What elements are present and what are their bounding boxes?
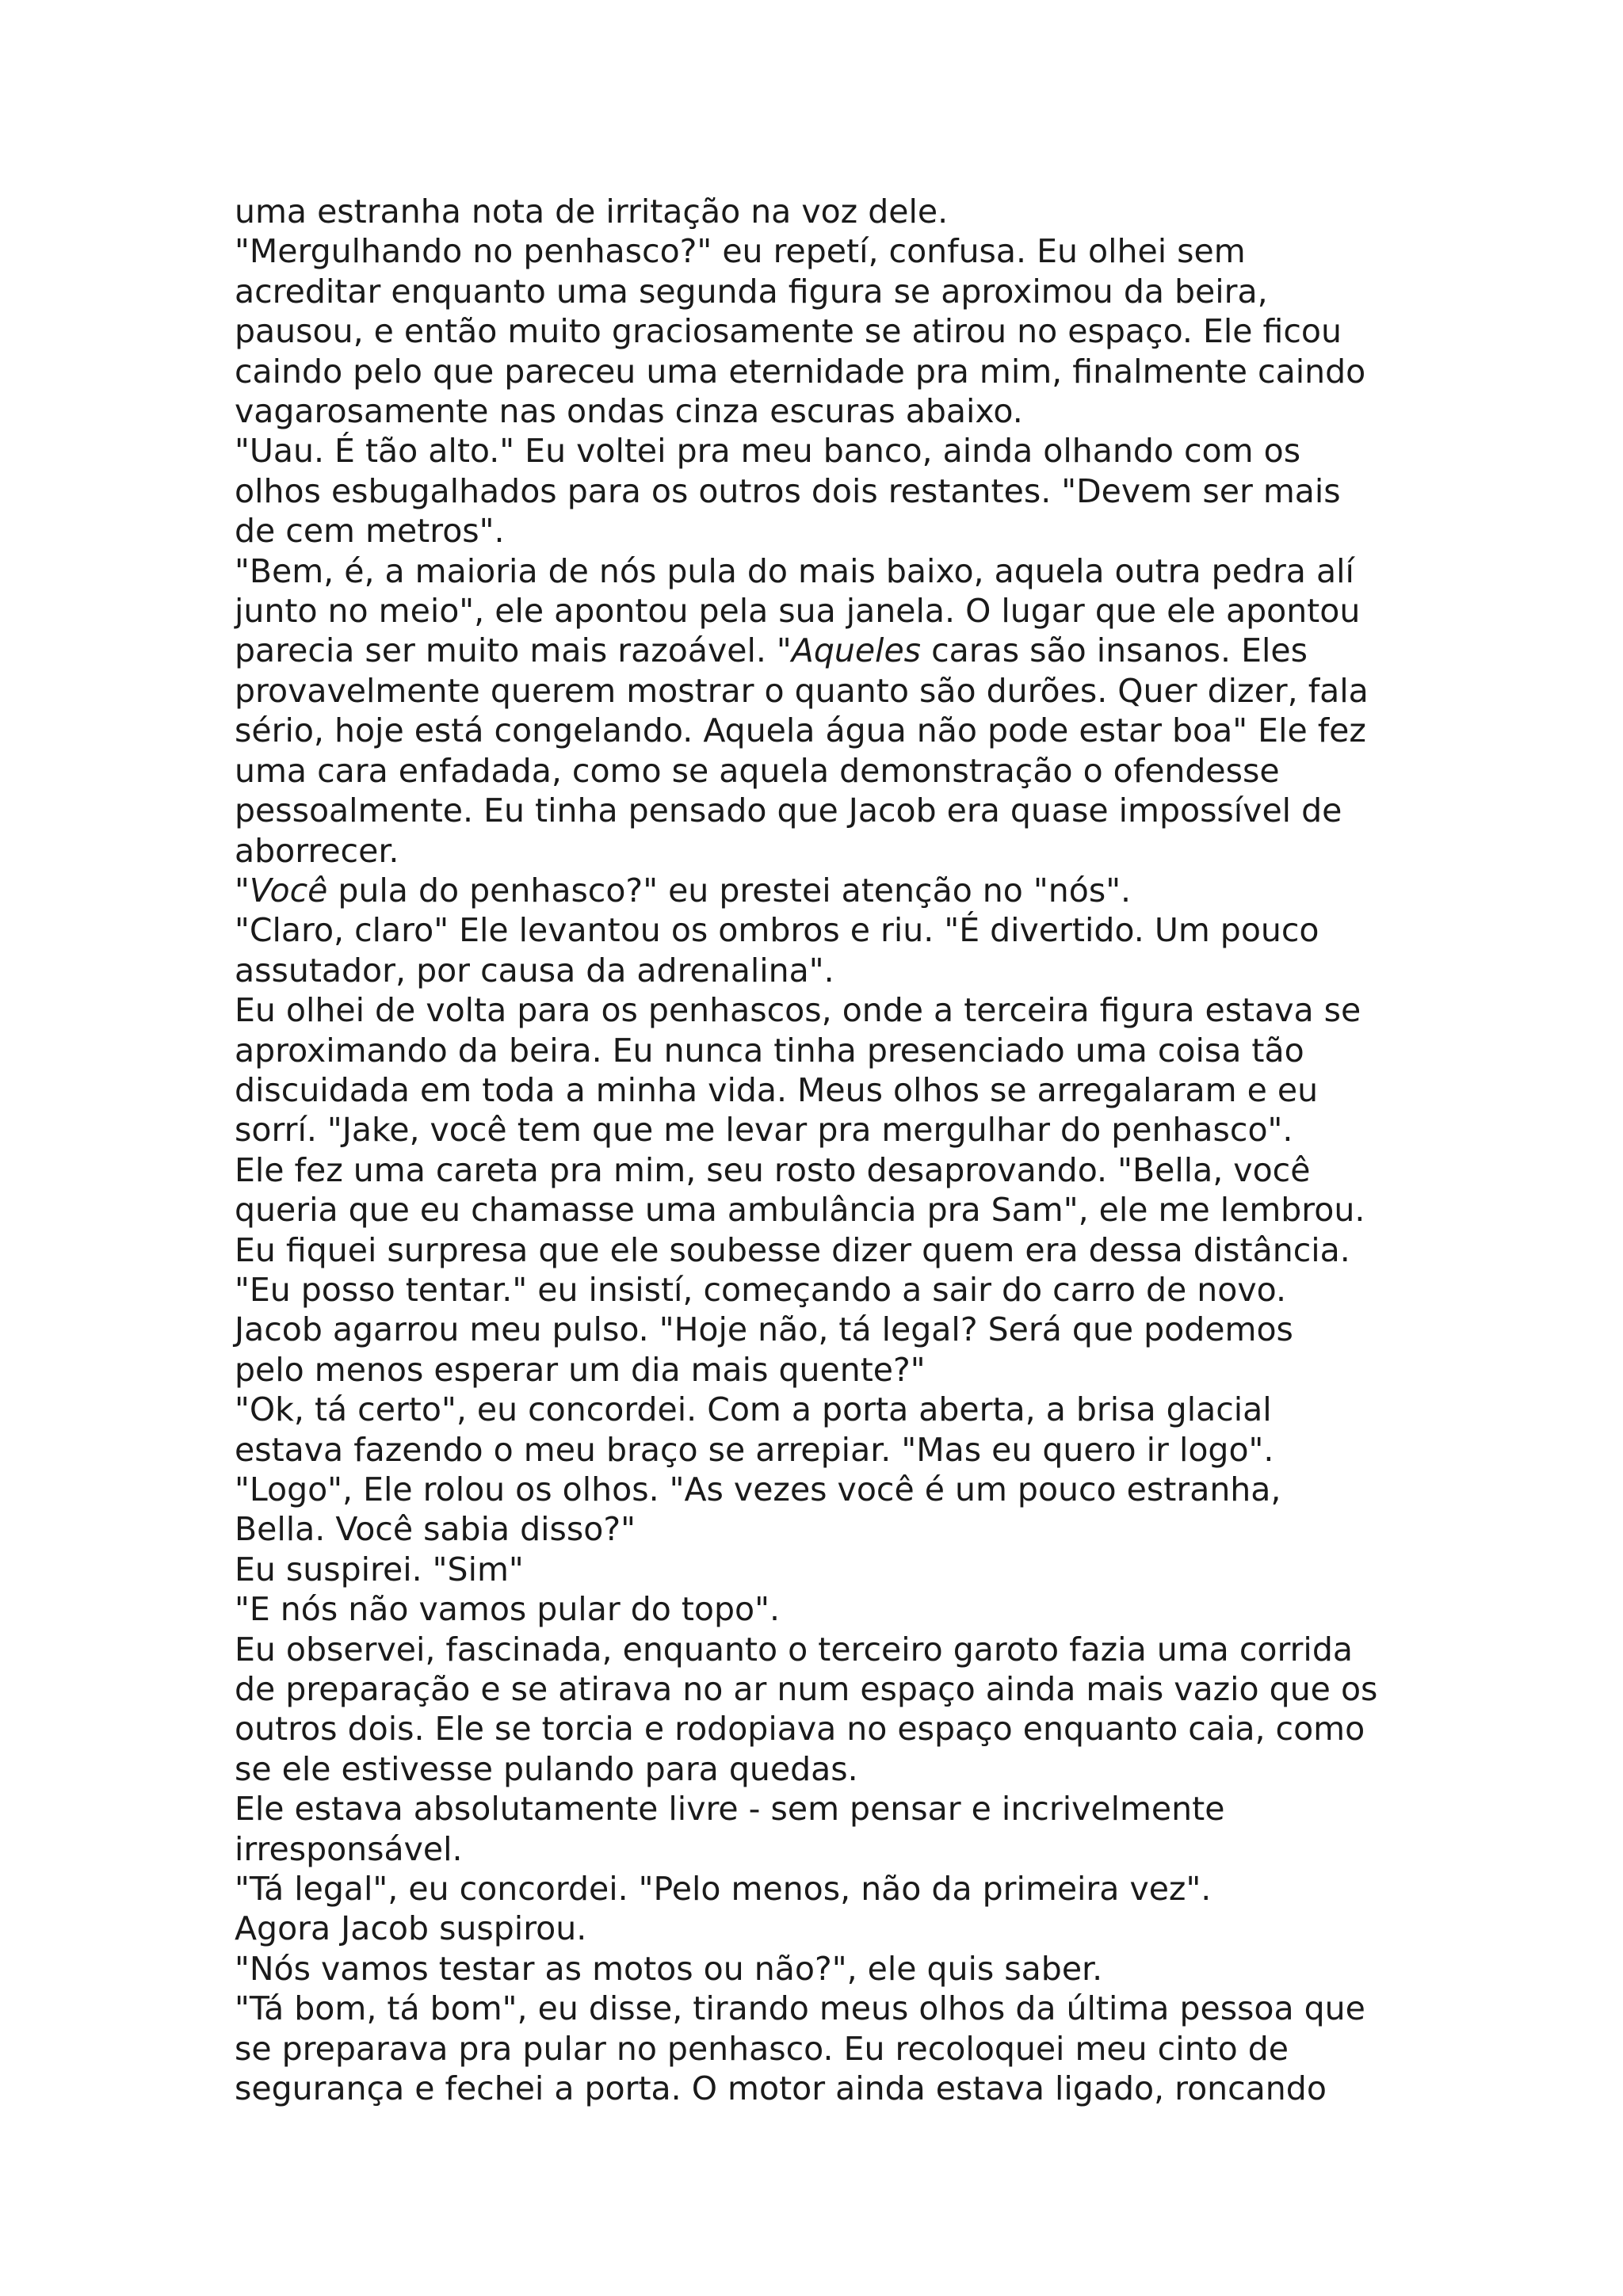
text-segment: "Nós vamos testar as motos ou não?", ele quis saber. [235,1949,1103,1988]
text-segment: Ele estava absolutamente livre - sem pensar e incrivelmente [235,1790,1225,1829]
text-line [235,311,1423,351]
text-line [235,831,1423,871]
text-segment: provavelmente querem mostrar o quanto são durões. Quer dizer, fala [235,671,1369,710]
text-line [235,1749,1423,1789]
text-line [235,1310,1423,1349]
text-line [235,551,1423,591]
text-line [235,1949,1423,1989]
text-line [235,431,1423,471]
text-line [235,1829,1423,1869]
text-segment: uma estranha nota de irritação na voz dele. [235,193,949,231]
text-segment: segurança e fechei a porta. O motor ainda estava ligado, roncando [235,2069,1327,2108]
text-line [235,1909,1423,1948]
text-line [235,2069,1423,2108]
text-line [235,990,1423,1030]
text-line [235,1509,1423,1549]
text-segment: "Bem, é, a maioria de nós pula do mais baixo, aquela outra pedra alí [235,551,1354,590]
text-line [235,1630,1423,1669]
text-line [235,1070,1423,1110]
text-line [235,231,1423,271]
text-segment: caindo pelo que pareceu uma eternidade pra mim, finalmente caindo [235,352,1366,391]
text-segment: sorrí. "Jake, você tem que me levar pra mergulhar do penhasco". [235,1111,1293,1150]
text-segment: junto no meio", ele apontou pela sua janela. O lugar que ele apontou [235,592,1361,631]
text-segment: pelo menos esperar um dia mais quente?" [235,1350,926,1389]
text-line [235,272,1423,311]
text-segment: de cem metros". [235,512,505,551]
text-segment: estava fazendo o meu braço se arrepiar. "Mas eu quero ir logo". [235,1430,1274,1469]
text-line [235,1190,1423,1230]
text-segment: Eu observei, fascinada, enquanto o terceiro garoto fazia uma corrida [235,1630,1353,1669]
text-segment: "Uau. É tão alto." Eu voltei pra meu banco, ainda olhando com os [235,432,1301,471]
text-segment: assutador, por causa da adrenalina". [235,951,834,990]
text-line [235,1230,1423,1270]
text-line [235,871,1423,910]
text-segment: de preparação e se atirava no ar num espaço ainda mais vazio que os [235,1670,1378,1709]
text-line [235,671,1423,711]
text-line [235,391,1423,431]
text-segment: irresponsável. [235,1829,463,1868]
text-line [235,1789,1423,1829]
text-segment: aproximando da beira. Eu nunca tinha presenciado uma coisa tão [235,1031,1304,1070]
text-line [235,951,1423,990]
text-line [235,1150,1423,1190]
text-segment: Eu olhei de volta para os penhascos, onde a terceira figura estava se [235,991,1361,1030]
text-segment: pessoalmente. Eu tinha pensado que Jacob era quase impossível de [235,791,1342,830]
text-line [235,751,1423,791]
text-segment: "Tá legal", eu concordei. "Pelo menos, não da primeira vez". [235,1870,1212,1909]
text-segment: "Logo", Ele rolou os olhos. "As vezes você é um pouco estranha, [235,1470,1281,1508]
text-line [235,631,1423,670]
text-line [235,1350,1423,1390]
text-segment: "Tá bom, tá bom", eu disse, tirando meus olhos da última pessoa que [235,1989,1365,2028]
italic-text: Você [249,871,328,910]
text-segment: Eu suspirei. "Sim" [235,1550,524,1589]
text-segment: pula do penhasco?" eu prestei atenção no "nós". [327,871,1132,910]
text-line [235,1470,1423,1509]
text-segment: "Eu posso tentar." eu insistí, começando a sair do carro de novo. [235,1270,1287,1309]
text-segment: "E nós não vamos pular do topo". [235,1590,781,1629]
text-segment: Eu fiquei surpresa que ele soubesse dizer quem era dessa distância. [235,1230,1350,1269]
text-segment: Bella. Você sabia disso?" [235,1510,636,1549]
body-text [235,192,1423,2109]
text-segment: "Mergulhando no penhasco?" eu repetí, confusa. Eu olhei sem [235,232,1246,271]
text-line [235,711,1423,750]
text-line [235,1110,1423,1150]
text-segment: discuidada em toda a minha vida. Meus olhos se arregalaram e eu [235,1070,1319,1109]
text-line [235,791,1423,830]
text-line [235,2029,1423,2069]
italic-text: Aqueles [791,631,922,670]
text-line [235,1390,1423,1429]
text-segment: pausou, e então muito graciosamente se atirou no espaço. Ele ficou [235,312,1342,351]
text-line [235,910,1423,950]
text-segment: Jacob agarrou meu pulso. "Hoje não, tá legal? Será que podemos [235,1310,1293,1349]
text-segment: Agora Jacob suspirou. [235,1909,587,1948]
text-line [235,511,1423,551]
text-segment: sério, hoje está congelando. Aquela água não pode estar boa" Ele fez [235,711,1366,750]
text-segment: "Ok, tá certo", eu concordei. Com a porta aberta, a brisa glacial [235,1390,1272,1429]
text-line [235,591,1423,631]
text-segment: caras são insanos. Eles [921,631,1308,670]
text-segment: Ele fez uma careta pra mim, seu rosto desaprovando. "Bella, você [235,1150,1311,1189]
text-line [235,1430,1423,1470]
text-line [235,1589,1423,1629]
text-line [235,1709,1423,1749]
text-line [235,352,1423,391]
text-line [235,192,1423,231]
text-segment: vagarosamente nas ondas cinza escuras abaixo. [235,392,1023,431]
text-segment: " [235,871,250,910]
text-segment: aborrecer. [235,831,399,870]
text-segment: se ele estivesse pulando para quedas. [235,1749,858,1788]
text-segment: uma cara enfadada, como se aquela demonstração o ofendesse [235,751,1280,790]
text-line [235,1270,1423,1310]
text-segment: acreditar enquanto uma segunda figura se aproximou da beira, [235,272,1268,311]
text-segment: outros dois. Ele se torcia e rodopiava no espaço enquanto caia, como [235,1710,1365,1749]
text-line [235,1669,1423,1709]
text-segment: "Claro, claro" Ele levantou os ombros e riu. "É divertido. Um pouco [235,911,1319,950]
text-line [235,1031,1423,1070]
text-line [235,1550,1423,1589]
text-line [235,1989,1423,2028]
text-line [235,471,1423,511]
text-segment: se preparava pra pular no penhasco. Eu recoloquei meu cinto de [235,2029,1289,2068]
text-segment: queria que eu chamasse uma ambulância pra Sam", ele me lembrou. [235,1191,1365,1230]
text-line [235,1869,1423,1909]
text-segment: parecia ser muito mais razoável. " [235,631,792,670]
text-segment: olhos esbugalhados para os outros dois restantes. "Devem ser mais [235,471,1341,510]
